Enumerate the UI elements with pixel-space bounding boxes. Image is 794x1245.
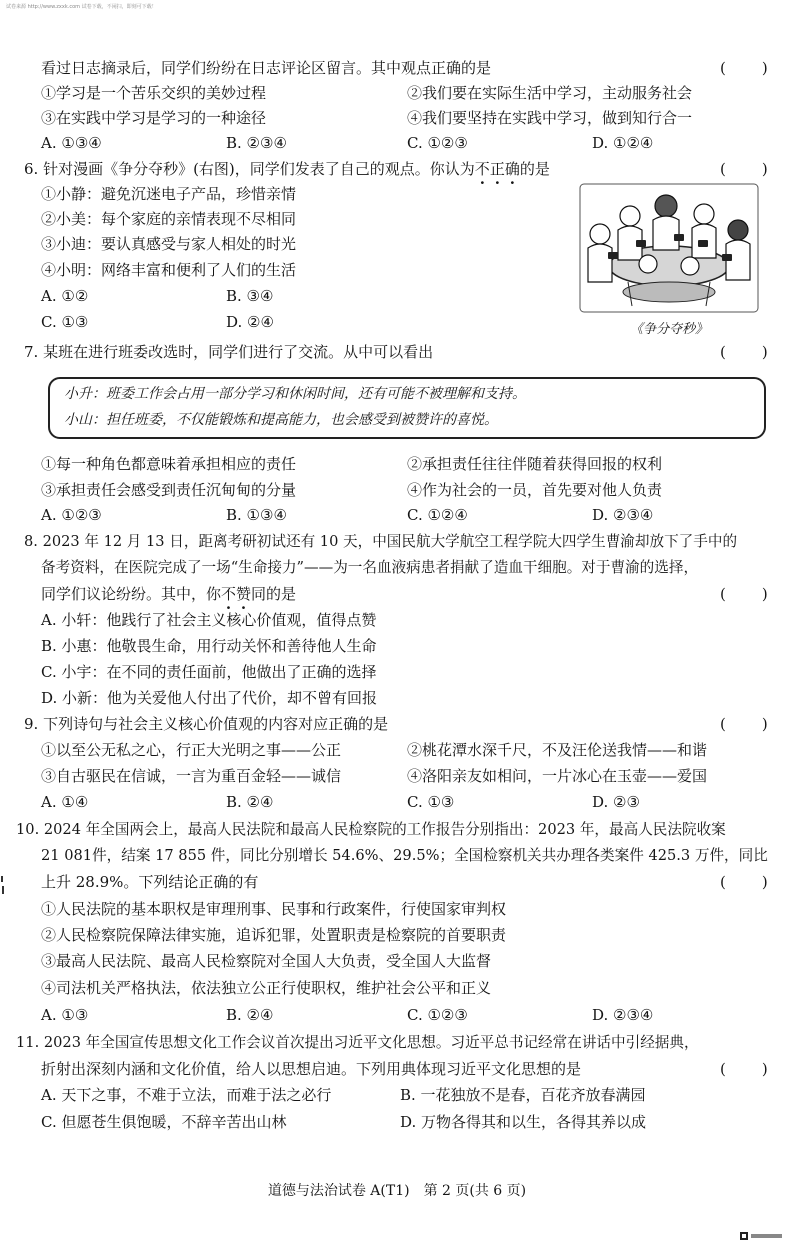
q9-option-3: ③自古驱民在信诚，一言为重百金轻——诚信 (41, 767, 342, 785)
q8-line-3 (0, 582, 794, 606)
q9-choice-c: C. ①③ (407, 793, 455, 811)
q9-answer-paren: ( ) (720, 715, 770, 733)
emphasis-mark: 确 (504, 160, 520, 178)
q11-line-1 (0, 1031, 794, 1055)
q8-answer-paren: ( ) (720, 585, 770, 603)
q9-option-4: ④洛阳亲友如相问，一片冰心在玉壶——爱国 (407, 767, 708, 785)
q11-line-2-text: 折射出深刻内涵和文化价值，给人以思想启迪。下列用典体现习近平文化思想的是 (41, 1060, 582, 1078)
q7-choice-d: D. ②③④ (592, 506, 654, 524)
q9-choice-d: D. ②③ (592, 793, 640, 811)
q11-choice-a: A. 天下之事，不难于立法，而难于法之必行 (41, 1086, 332, 1104)
q11-answer-paren: ( ) (720, 1060, 770, 1078)
q11-choice-d: D. 万物各得其和以生，各得其养以成 (400, 1113, 647, 1131)
q6-option-1: ①小静：避免沉迷电子产品，珍惜亲情 (41, 185, 297, 203)
q5-choice-c: C. ①②③ (407, 134, 468, 152)
q10-option-2-row (0, 923, 794, 947)
q5-stem: 看过日志摘录后，同学们纷纷在日志评论区留言。其中观点正确的是 (41, 59, 492, 77)
q10-option-4: ④司法机关严格执法，依法独立公正行使职权，维护社会公平和正义 (41, 979, 492, 997)
q6-stem (24, 157, 550, 181)
q6-option-2: ②小美：每个家庭的亲情表现不尽相同 (41, 210, 297, 228)
q5-option-2: ②我们要在实际生活中学习，主动服务社会 (407, 84, 693, 102)
q6-stem-part: 6. 针对漫画《争分夺秒》(右图)，同学们发表了自己的观点。你认为 (24, 160, 475, 178)
q6-stem-part: 的是 (519, 160, 550, 178)
q7-choices (0, 503, 794, 527)
q7-options-row2 (0, 478, 794, 502)
q8-line-3-text (41, 582, 296, 606)
q7-stem-row (0, 340, 794, 364)
cartoon-image (578, 182, 760, 342)
q7-answer-paren: ( ) (720, 343, 770, 361)
q6-choice-c: C. ①③ (41, 313, 89, 331)
q6-option-4: ④小明：网络丰富和便利了人们的生活 (41, 261, 297, 279)
q5-options-row1 (0, 81, 794, 105)
q10-choice-c: C. ①②③ (407, 1006, 468, 1024)
q5-answer-paren: ( ) (720, 59, 770, 77)
q9-stem: 9. 下列诗句与社会主义核心价值观的内容对应正确的是 (24, 715, 389, 733)
q8-choice-d: D. 小新：他为关爱他人付出了代价，却不曾有回报 (41, 689, 378, 707)
q10-line-1 (0, 818, 794, 842)
q11-line-1-text: 11. 2023 年全国宣传思想文化工作会议首次提出习近平文化思想。习近平总书记经常在讲话中引经据典， (16, 1034, 699, 1051)
publisher-logo-icon (740, 1232, 784, 1240)
q7-stem: 7. 某班在进行班委改选时，同学们进行了交流。从中可以看出 (24, 343, 434, 361)
q9-option-2: ②桃花潭水深千尺，不及汪伦送我情——和谐 (407, 741, 708, 759)
q5-choices (0, 131, 794, 155)
q8-choice-d-row (0, 686, 794, 710)
q9-options-row1 (0, 738, 794, 762)
page-footer: 道德与法治试卷 A(T1) 第 2 页(共 6 页) (267, 1183, 527, 1199)
q11-choice-b: B. 一花独放不是春，百花齐放春满园 (400, 1086, 646, 1104)
q7-option-4: ④作为社会的一员，首先要对他人负责 (407, 481, 663, 499)
q10-choice-a: A. ①③ (41, 1006, 89, 1024)
q10-option-1-row (0, 897, 794, 921)
q10-choice-d: D. ②③④ (592, 1006, 654, 1024)
q11-choices-row1 (0, 1083, 794, 1107)
q7-dialogue-line-2: 小山：担任班委，不仅能锻炼和提高能力，也会感受到被赞许的喜悦。 (64, 412, 498, 428)
q10-option-1: ①人民法院的基本职权是审理刑事、民事和行政案件，行使国家审判权 (41, 900, 507, 918)
q10-line-1-text: 10. 2024 年全国两会上，最高人民法院和最高人民检察院的工作报告分别指出：2023 年，最高人民法院收案 (16, 821, 726, 838)
q11-choice-c: C. 但愿苍生俱饱暖，不辞辛苦出山林 (41, 1113, 287, 1131)
q9-stem-row (0, 712, 794, 736)
q10-line-2-text: 21 081件，结案 17 855 件，同比分别增长 54.6%、29.5%；全国检察机关共办理各类案件 425.3 万件，同比 (41, 847, 768, 864)
q7-choice-b: B. ①③④ (226, 506, 287, 524)
q7-option-3: ③承担责任会感受到责任沉甸甸的分量 (41, 481, 297, 499)
q8-stem-part: 同学们议论纷纷。其中，你 (41, 585, 222, 603)
q5-choice-b: B. ②③④ (226, 134, 287, 152)
emphasis-mark: 不 (221, 585, 237, 603)
watermark: 试卷来源 http://www.zxxk.com 试卷下载，不闲扫，即刻可下载！ (6, 4, 157, 10)
emphasis-mark: 赞 (236, 585, 252, 603)
q8-choice-c-row (0, 660, 794, 684)
emphasis-mark: 不 (474, 160, 490, 178)
q5-option-3: ③在实践中学习是学习的一种途径 (41, 109, 267, 127)
q7-option-2: ②承担责任往往伴随着获得回报的权利 (407, 455, 663, 473)
q7-dialogue-box (48, 377, 766, 439)
q8-choice-a: A. 小轩：他践行了社会主义核心价值观，值得点赞 (41, 611, 377, 629)
q6-choice-d: D. ②④ (226, 313, 274, 331)
q5-stem-row (0, 56, 794, 80)
emphasis-mark: 正 (489, 160, 505, 178)
q5-choice-a: A. ①③④ (41, 134, 102, 152)
q6-stem-row (0, 157, 794, 181)
q7-option-1: ①每一种角色都意味着承担相应的责任 (41, 455, 297, 473)
q8-choice-b: B. 小惠：他敬畏生命，用行动关怀和善待他人生命 (41, 637, 377, 655)
q10-line-2 (0, 844, 794, 868)
q7-options-row1 (0, 452, 794, 476)
q9-choice-a: A. ①④ (41, 793, 89, 811)
q9-choices (0, 790, 794, 814)
q11-line-2 (0, 1057, 794, 1081)
q6-choice-a: A. ①② (41, 287, 89, 305)
q6-option-3: ③小迪：要认真感受与家人相处的时光 (41, 235, 297, 253)
q7-choice-c: C. ①②④ (407, 506, 468, 524)
q6-answer-paren: ( ) (720, 160, 770, 178)
q10-answer-paren: ( ) (720, 873, 770, 891)
q10-option-4-row (0, 976, 794, 1000)
q8-line-2 (0, 556, 794, 580)
q8-line-1 (0, 530, 794, 554)
q8-stem-part: 同的是 (251, 585, 297, 603)
q9-options-row2 (0, 764, 794, 788)
q10-choices (0, 1003, 794, 1027)
q10-option-3-row (0, 949, 794, 973)
q9-option-1: ①以至公无私之心，行正大光明之事——公正 (41, 741, 342, 759)
q6-choice-b: B. ③④ (226, 287, 274, 305)
q5-choice-d: D. ①②④ (592, 134, 654, 152)
q9-choice-b: B. ②④ (226, 793, 274, 811)
q7-dialogue-line-1: 小升：班委工作会占用一部分学习和休闲时间，还有可能不被理解和支持。 (64, 386, 526, 402)
q10-line-3 (0, 870, 794, 894)
q8-choice-c: C. 小宇：在不同的责任面前，他做出了正确的选择 (41, 663, 377, 681)
q8-choice-b-row (0, 634, 794, 658)
q11-choices-row2 (0, 1110, 794, 1134)
q10-option-2: ②人民检察院保障法律实施，追诉犯罪，处置职责是检察院的首要职责 (41, 926, 507, 944)
binding-edge-mark (0, 872, 6, 902)
q5-option-4: ④我们要坚持在实践中学习，做到知行合一 (407, 109, 693, 127)
q8-line-2-text: 备考资料，在医院完成了一场“生命接力”——为一名血液病患者捐献了造血干细胞。对于曹渝的选择， (41, 559, 699, 576)
q10-line-3-text: 上升 28.9%。下列结论正确的有 (41, 873, 259, 891)
q10-option-3: ③最高人民法院、最高人民检察院对全国人大负责，受全国人大监督 (41, 952, 492, 970)
q8-choice-a-row (0, 608, 794, 632)
cartoon-caption: 《争分夺秒》 (629, 322, 708, 337)
q7-choice-a: A. ①②③ (41, 506, 102, 524)
q8-line-1-text: 8. 2023 年 12 月 13 日，距离考研初试还有 10 天，中国民航大学航空工程学院大四学生曹渝却放下了手中的 (24, 533, 738, 550)
q10-choice-b: B. ②④ (226, 1006, 274, 1024)
q5-option-1: ①学习是一个苦乐交织的美妙过程 (41, 84, 267, 102)
q5-options-row2 (0, 106, 794, 130)
